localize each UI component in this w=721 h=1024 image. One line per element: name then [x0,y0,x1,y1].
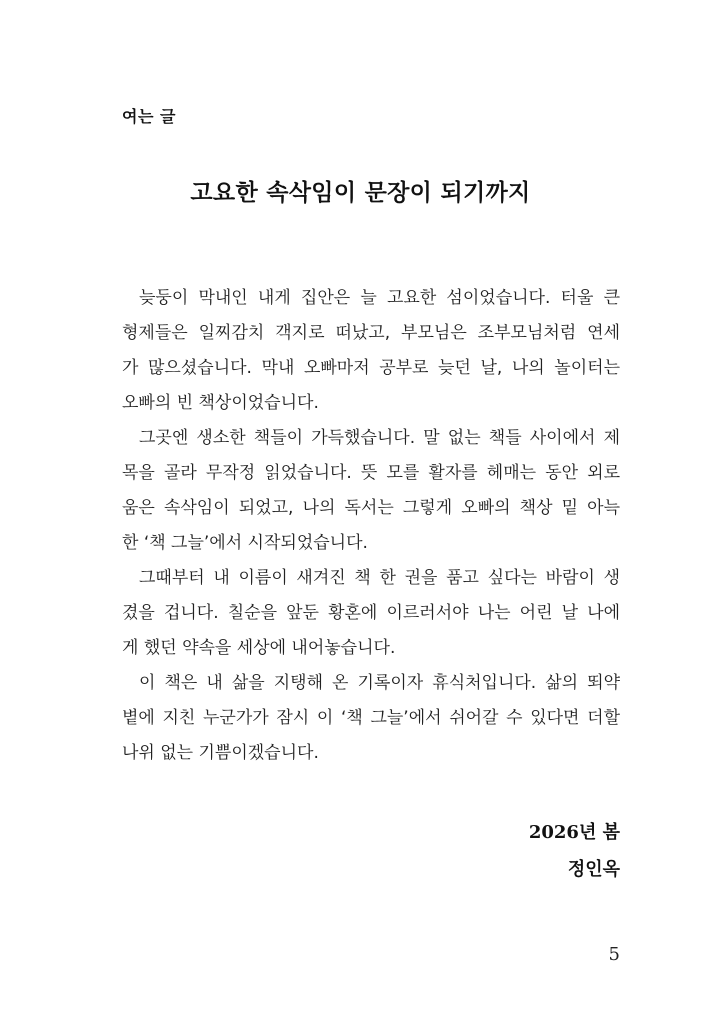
page-number: 5 [608,944,620,965]
paragraph-2-line-1: 그곳엔 생소한 책들이 가득했습니다. 말 없는 책들 사이에서 제 [139,428,620,448]
paragraph-3-line-3: 게 했던 약속을 세상에 내어놓습니다. [122,638,396,658]
paragraph-2-line-4: 한 ‘책 그늘’에서 시작되었습니다. [122,533,368,553]
paragraph-1-line-3: 가 많으셨습니다. 막내 오빠마저 공부로 늦던 날, 나의 놀이터는 [122,358,620,378]
paragraph-2-line-3: 움은 속삭임이 되었고, 나의 독서는 그렇게 오빠의 책상 밑 아늑 [122,498,620,518]
signature-author: 정인옥 [567,859,620,880]
paragraph-1-line-1: 늦둥이 막내인 내게 집안은 늘 고요한 섬이었습니다. 터울 큰 [139,288,620,308]
paragraph-4-line-1: 이 책은 내 삶을 지탱해 온 기록이자 휴식처입니다. 삶의 뙤약 [139,673,620,693]
paragraph-4-line-2: 볕에 지친 누군가가 잠시 이 ‘책 그늘’에서 쉬어갈 수 있다면 더할 [122,708,620,728]
paragraph-3-line-2: 겼을 겁니다. 칠순을 앞둔 황혼에 이르러서야 나는 어린 날 나에 [122,603,620,623]
page-title: 고요한 속삭임이 문장이 되기까지 [190,179,531,206]
body-text [122,284,620,774]
paragraph-1-line-2: 형제들은 일찌감치 객지로 떠났고, 부모님은 조부모님처럼 연세 [122,323,620,343]
paragraph-1-line-4: 오빠의 빈 책상이었습니다. [122,393,319,413]
paragraph-3-line-1: 그때부터 내 이름이 새겨진 책 한 권을 품고 싶다는 바람이 생 [139,568,620,588]
paragraph-2-line-2: 목을 골라 무작정 읽었습니다. 뜻 모를 활자를 헤매는 동안 외로 [122,463,620,483]
paragraph-4-line-3: 나위 없는 기쁨이겠습니다. [122,743,319,763]
section-label: 여는 글 [122,107,176,126]
signature-date: 2026년 봄 [528,822,620,843]
